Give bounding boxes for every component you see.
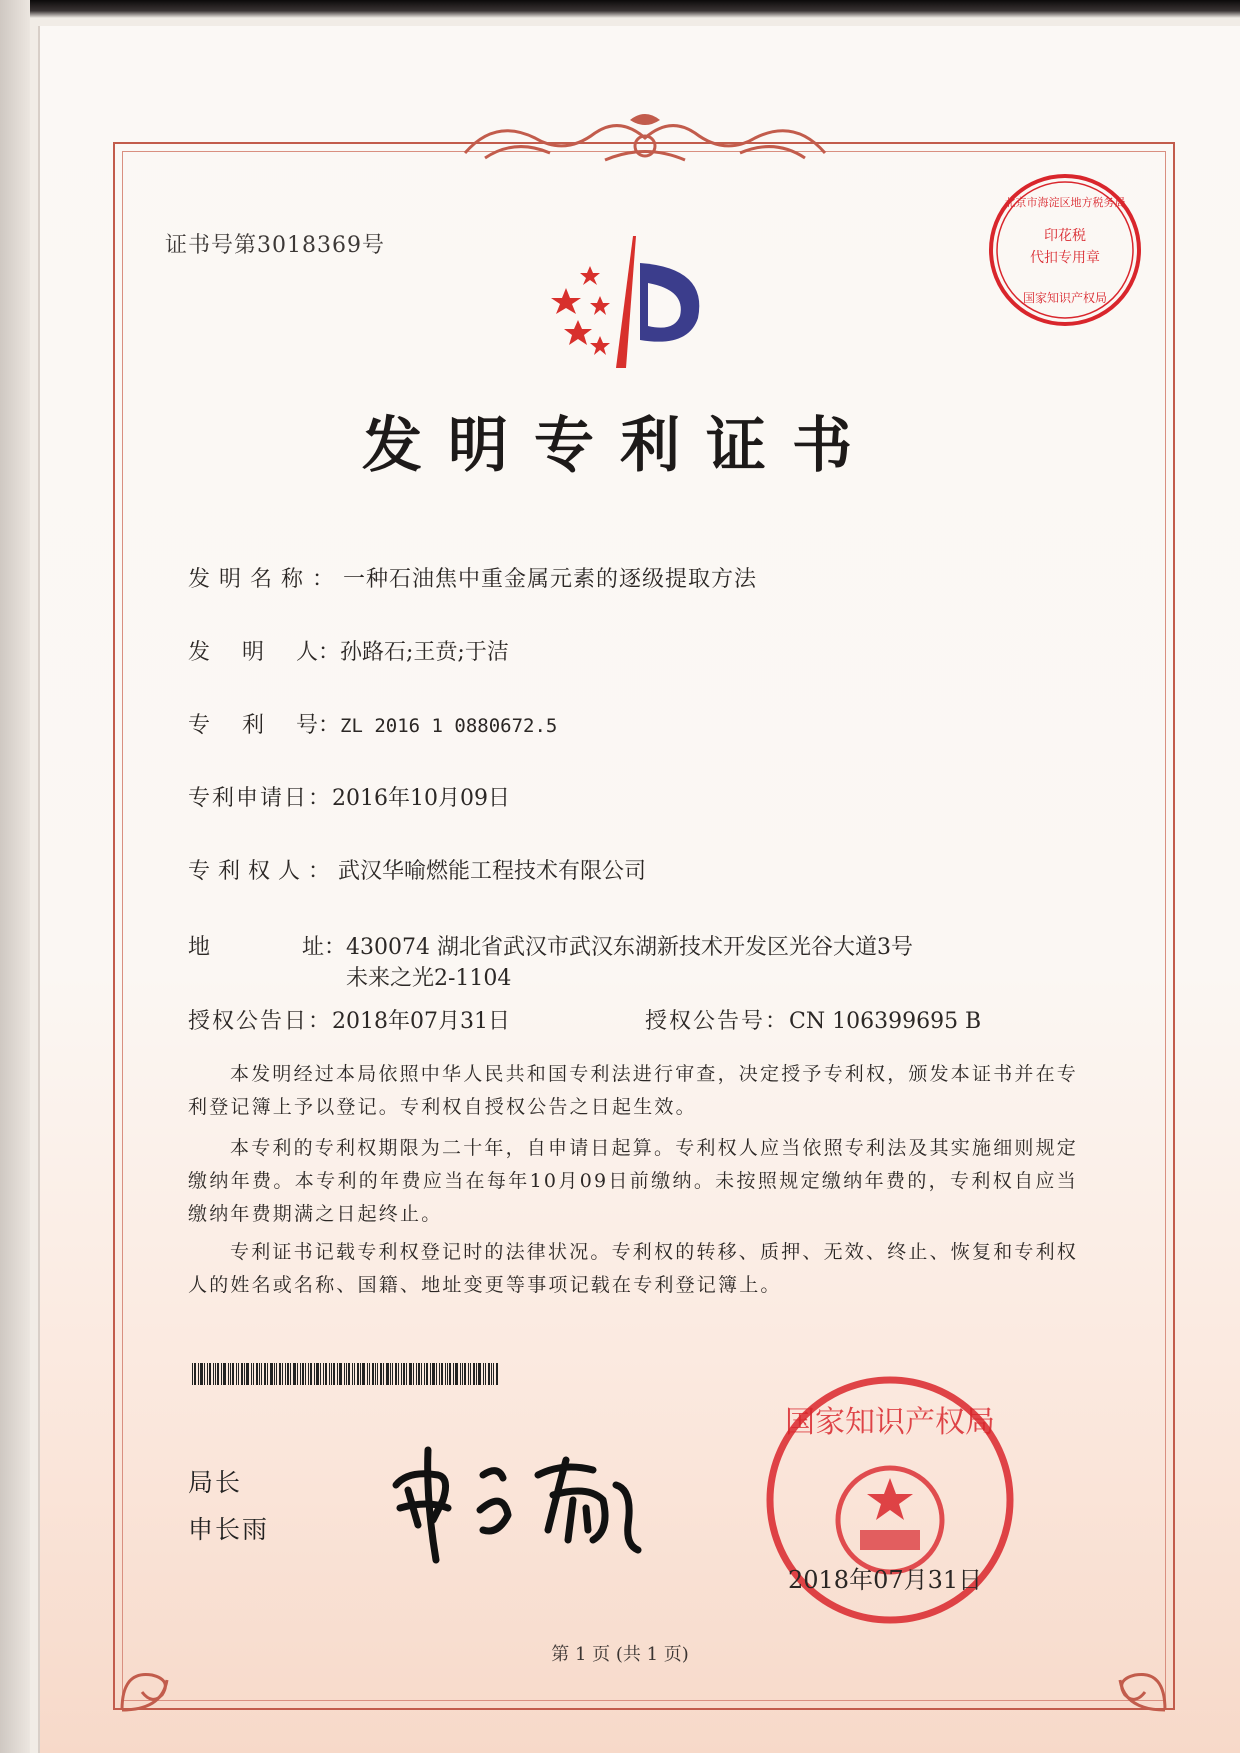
barcode-bar xyxy=(418,1363,420,1385)
barcode-bar xyxy=(209,1363,211,1385)
barcode-bar xyxy=(276,1363,277,1385)
barcode-bar xyxy=(238,1363,239,1385)
barcode-bar xyxy=(488,1363,490,1385)
paragraph-1: 本发明经过本局依照中华人民共和国专利法进行审查，决定授予专利权，颁发本证书并在专利登记簿上予以登记。专利权自授权公告之日起生效。 xyxy=(188,1063,1079,1118)
field-patent-number xyxy=(188,708,557,739)
paragraph-3: 专利证书记载专利权登记时的法律状况。专利权的转移、质押、无效、终止、恢复和专利权人的姓名或名称、国籍、地址变更等事项记载在专利登记簿上。 xyxy=(188,1241,1079,1296)
field-application-date xyxy=(188,781,510,812)
barcode-bar xyxy=(310,1363,312,1385)
barcode-bar xyxy=(230,1363,231,1385)
inventors-value: 孙路石;王贲;于洁 xyxy=(340,640,509,665)
barcode-bar xyxy=(362,1363,365,1385)
corner-ornament-bl xyxy=(112,1620,212,1720)
barcode-bar xyxy=(493,1363,494,1385)
barcode-bar xyxy=(300,1363,301,1385)
barcode-bar xyxy=(194,1363,196,1385)
barcode-bar xyxy=(453,1363,454,1385)
tax-stamp-seal xyxy=(985,170,1145,330)
seal-date: 2018年07月31日 xyxy=(788,1566,983,1594)
barcode-bar xyxy=(316,1363,319,1385)
certificate-number: 证书号第3018369号 xyxy=(165,233,385,258)
barcode-bar xyxy=(390,1363,391,1385)
address-label-2: 址： xyxy=(302,935,347,960)
field-invention-name xyxy=(188,562,757,593)
barcode-bar xyxy=(217,1363,219,1385)
barcode-bar xyxy=(314,1363,315,1385)
patent-no-label-2: 利 xyxy=(242,713,265,738)
barcode-bar xyxy=(380,1363,382,1385)
barcode-bar xyxy=(221,1363,222,1385)
patentee-value: 武汉华喻燃能工程技术有限公司 xyxy=(338,859,647,884)
scan-top-edge xyxy=(0,0,1240,18)
barcode-bar xyxy=(413,1363,414,1385)
barcode-bar xyxy=(267,1363,268,1385)
barcode-bar xyxy=(426,1363,428,1385)
barcode-bar xyxy=(375,1363,376,1385)
barcode-bar xyxy=(293,1363,296,1385)
barcode-bar xyxy=(386,1363,389,1385)
barcode-bar xyxy=(244,1363,245,1385)
invention-name-label: 发明名称： xyxy=(188,567,344,592)
barcode-bar xyxy=(449,1363,451,1385)
invention-name-value: 一种石油焦中重金属元素的逐级提取方法 xyxy=(343,567,758,592)
barcode-bar xyxy=(270,1363,273,1385)
barcode-bar xyxy=(369,1363,370,1385)
inventors-label-3: 人： xyxy=(296,640,341,665)
director-signature xyxy=(388,1430,648,1570)
barcode-bar xyxy=(228,1363,229,1385)
tax-stamp-text-1: 印花税 xyxy=(1044,228,1086,244)
tax-stamp-text-2: 代扣专用章 xyxy=(1030,250,1100,266)
barcode-bar xyxy=(421,1363,422,1385)
barcode-bar xyxy=(232,1363,234,1385)
patent-no-label-1: 专 xyxy=(188,713,211,738)
barcode-bar xyxy=(360,1363,361,1385)
barcode-bar xyxy=(416,1363,417,1385)
barcode-bar xyxy=(285,1363,286,1385)
barcode-bar xyxy=(357,1363,359,1385)
barcode-bar xyxy=(483,1363,484,1385)
barcode-bar xyxy=(392,1363,393,1385)
barcode-bar xyxy=(346,1363,347,1385)
barcode-bar xyxy=(251,1363,252,1385)
tax-stamp-outer-text: 北京市海淀区地方税务局 xyxy=(1004,196,1126,209)
barcode xyxy=(192,1363,500,1385)
barcode-bar xyxy=(323,1363,324,1385)
barcode-bar xyxy=(464,1363,466,1385)
address-value-line1: 430074 湖北省武汉市武汉东湖新技术开发区光谷大道3号 xyxy=(346,935,913,960)
barcode-bar xyxy=(436,1363,437,1385)
field-grant-pub-no xyxy=(645,1004,981,1035)
director-name: 申长雨 xyxy=(188,1515,270,1544)
barcode-bar xyxy=(372,1363,374,1385)
barcode-bar xyxy=(401,1363,402,1385)
address-value-line2: 未来之光2-1104 xyxy=(346,966,512,991)
barcode-bar xyxy=(430,1363,431,1385)
barcode-bar xyxy=(473,1363,475,1385)
seal-outer-text: 国家知识产权局 xyxy=(785,1405,995,1440)
barcode-bar xyxy=(352,1363,353,1385)
barcode-bar xyxy=(460,1363,461,1385)
barcode-bar xyxy=(333,1363,335,1385)
corner-ornament-br xyxy=(1075,1620,1175,1720)
barcode-bar xyxy=(279,1363,281,1385)
barcode-bar xyxy=(406,1363,407,1385)
barcode-bar xyxy=(198,1363,199,1385)
barcode-bar xyxy=(439,1363,440,1385)
barcode-bar xyxy=(491,1363,492,1385)
barcode-bar xyxy=(241,1363,243,1385)
inventors-label-1: 发 xyxy=(188,640,211,665)
barcode-bar xyxy=(383,1363,384,1385)
patentee-label: 专利权人： xyxy=(188,859,339,884)
barcode-bar xyxy=(331,1363,332,1385)
barcode-bar xyxy=(354,1363,355,1385)
barcode-bar xyxy=(445,1363,446,1385)
barcode-bar xyxy=(223,1363,226,1385)
barcode-bar xyxy=(496,1363,498,1385)
paragraph-2: 本专利的专利权期限为二十年，自申请日起算。专利权人应当依照专利法及其实施细则规定缴纳年费。本专利的年费应当在每年10月09日前缴纳。未按照规定缴纳年费的，专利权自应当缴纳年费期满之日起终止。 xyxy=(188,1137,1079,1225)
barcode-bar xyxy=(395,1363,397,1385)
field-inventors xyxy=(188,635,509,666)
barcode-bar xyxy=(339,1363,342,1385)
barcode-bar xyxy=(432,1363,435,1385)
application-date-value: 2016年10月09日 xyxy=(332,786,510,811)
grant-pub-no-value: CN 106399695 B xyxy=(789,1009,982,1034)
page-number: 第 1 页 (共 1 页) xyxy=(551,1644,689,1665)
tax-stamp-bottom-text: 国家知识产权局 xyxy=(1022,291,1108,305)
certificate-title: 发明专利证书 xyxy=(362,411,878,481)
barcode-bar xyxy=(367,1363,368,1385)
top-ornament xyxy=(455,108,835,178)
barcode-bar xyxy=(424,1363,425,1385)
barcode-bar xyxy=(192,1363,193,1385)
barcode-bar xyxy=(207,1363,208,1385)
barcode-bar xyxy=(329,1363,330,1385)
field-grant-date xyxy=(188,1004,510,1035)
barcode-bar xyxy=(447,1363,448,1385)
barcode-bar xyxy=(213,1363,214,1385)
director-title: 局长 xyxy=(188,1468,243,1497)
barcode-bar xyxy=(403,1363,405,1385)
field-address xyxy=(188,930,913,961)
barcode-bar xyxy=(305,1363,306,1385)
barcode-bar xyxy=(287,1363,289,1385)
barcode-bar xyxy=(290,1363,291,1385)
barcode-bar xyxy=(236,1363,237,1385)
barcode-bar xyxy=(398,1363,399,1385)
patent-no-value: ZL 2016 1 0880672.5 xyxy=(340,715,558,737)
barcode-bar xyxy=(344,1363,345,1385)
barcode-bar xyxy=(462,1363,463,1385)
patent-no-label-3: 号： xyxy=(296,713,341,738)
barcode-bar xyxy=(348,1363,350,1385)
barcode-bar xyxy=(337,1363,338,1385)
barcode-bar xyxy=(246,1363,249,1385)
grant-pub-no-label: 授权公告号： xyxy=(645,1009,790,1034)
grant-date-label: 授权公告日： xyxy=(188,1009,333,1034)
barcode-bar xyxy=(261,1363,262,1385)
barcode-bar xyxy=(204,1363,205,1385)
barcode-bar xyxy=(478,1363,481,1385)
barcode-bar xyxy=(308,1363,309,1385)
barcode-bar xyxy=(441,1363,443,1385)
application-date-label: 专利申请日： xyxy=(188,786,333,811)
address-label-1: 地 xyxy=(188,935,211,960)
barcode-bar xyxy=(259,1363,260,1385)
barcode-bar xyxy=(297,1363,298,1385)
barcode-bar xyxy=(325,1363,327,1385)
barcode-bar xyxy=(377,1363,378,1385)
barcode-bar xyxy=(274,1363,275,1385)
scan-left-edge xyxy=(0,0,30,1753)
barcode-bar xyxy=(264,1363,266,1385)
barcode-bar xyxy=(485,1363,486,1385)
barcode-bar xyxy=(215,1363,216,1385)
barcode-bar xyxy=(476,1363,477,1385)
field-patentee xyxy=(188,854,646,885)
grant-date-value: 2018年07月31日 xyxy=(332,1009,510,1034)
barcode-bar xyxy=(470,1363,471,1385)
inventors-label-2: 明 xyxy=(242,640,265,665)
patent-office-logo xyxy=(548,228,738,378)
barcode-bar xyxy=(468,1363,469,1385)
barcode-bar xyxy=(256,1363,258,1385)
barcode-bar xyxy=(455,1363,458,1385)
barcode-bar xyxy=(282,1363,283,1385)
barcode-bar xyxy=(320,1363,321,1385)
barcode-bar xyxy=(302,1363,304,1385)
barcode-bar xyxy=(253,1363,254,1385)
barcode-bar xyxy=(200,1363,203,1385)
barcode-bar xyxy=(409,1363,412,1385)
